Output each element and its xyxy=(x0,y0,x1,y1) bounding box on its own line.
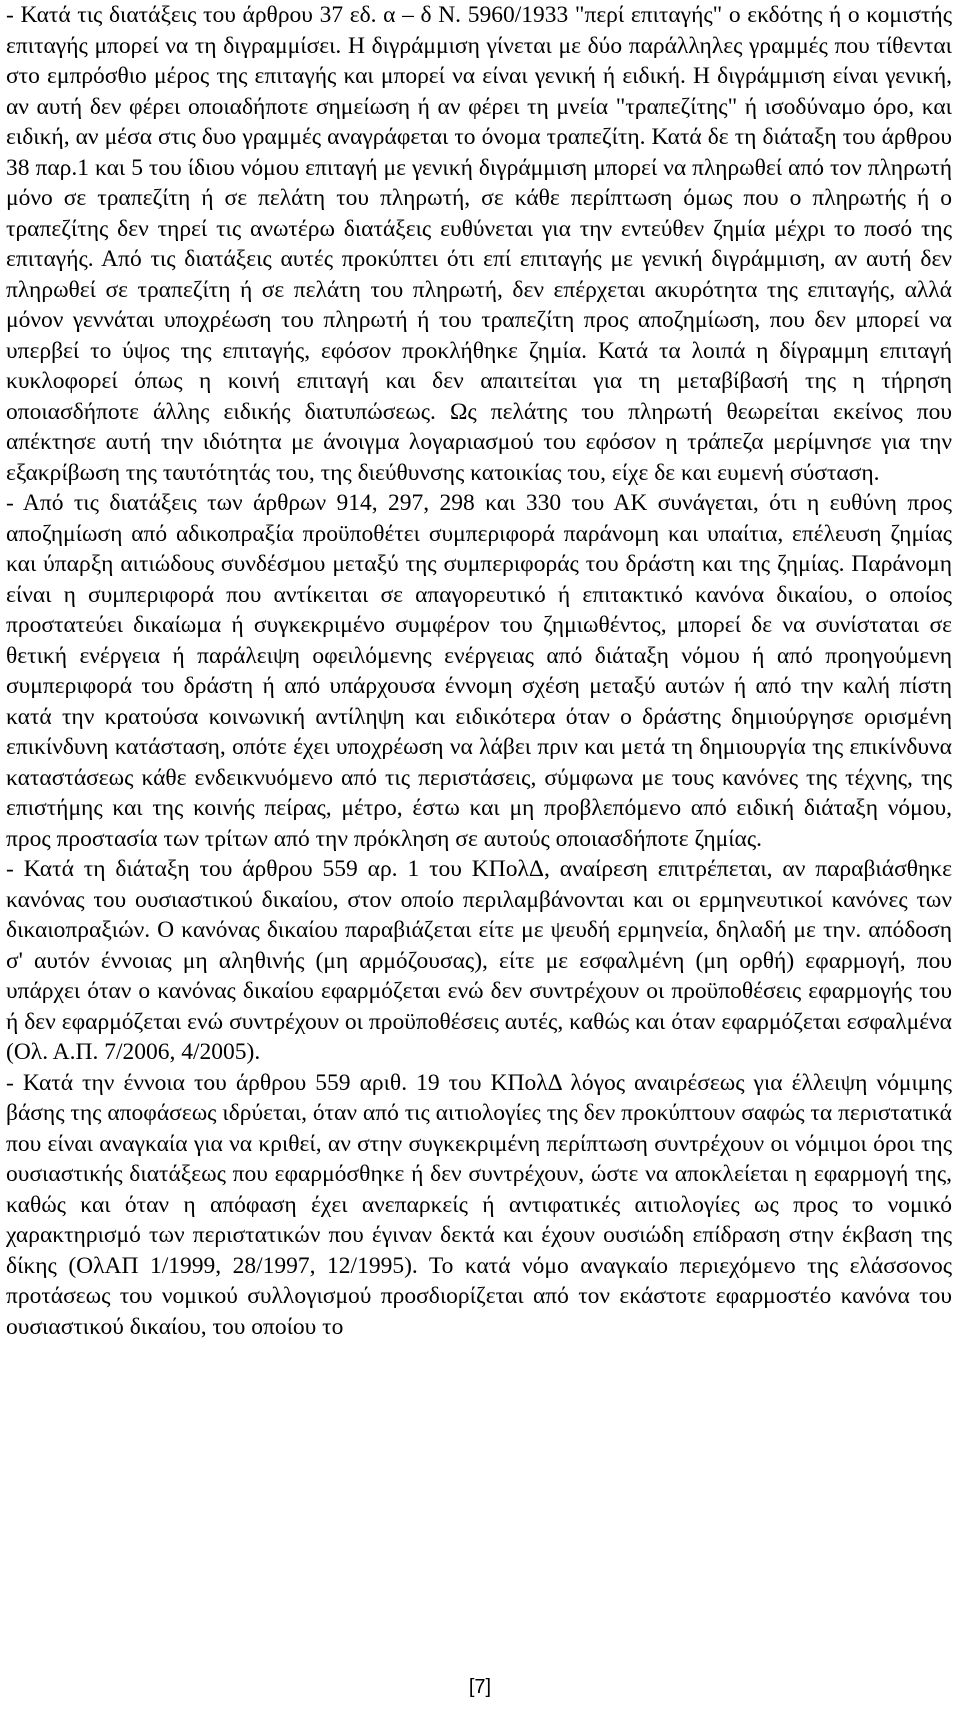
document-body xyxy=(6,0,952,1342)
paragraph-cassation-ground-1: - Κατά τη διάταξη του άρθρου 559 αρ. 1 του ΚΠολΔ, αναίρεση επιτρέπεται, αν παραβιάσθηκε κανόνας του ουσιαστικού δικαίου, στον οποίο περιλαμβάνονται και οι ερμηνευτικοί κανόνες των δικαιοπραξιών. Ο κανόνας δικαίου παραβιάζεται είτε με ψευδή ερμηνεία, δηλαδή με την. απόδοση σ' αυτόν έννοιας μη αληθινής (μη αρμόζουσας), είτε με εσφαλμένη (μη ορθή) εφαρμογή, που υπάρχει όταν ο κανόνας δικαίου εφαρμόζεται ενώ δεν συντρέχουν οι προϋποθέσεις εφαρμογής του ή δεν εφαρμόζεται ενώ συντρέχουν οι προϋποθέσεις αυτές, καθώς και όταν εφαρμόζεται εσφαλμένα (Ολ. Α.Π. 7/2006, 4/2005). xyxy=(6,856,952,1065)
paragraph-cassation-ground-19: - Κατά την έννοια του άρθρου 559 αριθ. 19 του ΚΠολΔ λόγος αναιρέσεως για έλλειψη νόμιμης βάσης της αποφάσεως ιδρύεται, όταν από τις αιτιολογίες της δεν προκύπτουν σαφώς τα περιστατικά που είναι αναγκαία για να κριθεί, αν στην συγκεκριμένη περίπτωση συντρέχουν οι νόμιμοι όροι της ουσιαστικής διατάξεως που εφαρμόσθηκε ή δεν συντρέχουν, ώστε να αποκλείεται η εφαρμογή της, καθώς και όταν η απόφαση έχει ανεπαρκείς ή αντιφατικές αιτιολογίες ως προς το νομικό χαρακτηρισμό των περιστατικών που έγιναν δεκτά και έχουν ουσιώδη επίδραση στην έκβαση της δίκης (ΟλΑΠ 1/1999, 28/1997, 12/1995). Το κατά νόμο αναγκαίο περιεχόμενο της ελάσσονος προτάσεως του νομικού συλλογισμού προσδιορίζεται από τον εκάστοτε εφαρμοστέο κανόνα του ουσιαστικού δικαίου, του οποίου το xyxy=(6,1069,952,1340)
paragraph-cheque-crossing: - Κατά τις διατάξεις του άρθρου 37 εδ. α – δ Ν. 5960/1933 "περί επιταγής" ο εκδότης ή ο κομιστής επιταγής μπορεί να τη διγραμμίσει. Η διγράμμιση γίνεται με δύο παράλληλες γραμμές που τίθενται στο εμπρόσθιο μέρος της επιταγής και μπορεί να είναι γενική ή ειδική. Η διγράμμιση είναι γενική, αν αυτή δεν φέρει οποιαδήποτε σημείωση ή αν φέρει τη μνεία "τραπεζίτης" ή ισοδύναμο όρο, και ειδική, αν μέσα στις δυο γραμμές αναγράφεται το όνομα τραπεζίτη. Κατά δε τη διάταξη του άρθρου 38 παρ.1 και 5 του ίδιου νόμου επιταγή με γενική διγράμμιση μπορεί να πληρωθεί από τον πληρωτή μόνο σε τραπεζίτη ή σε πελάτη του πληρωτή, σε κάθε περίπτωση όμως που ο πληρωτής ή ο τραπεζίτης δεν τηρεί τις ανωτέρω διατάξεις ευθύνεται για την εντεύθεν ζημία μέχρι το ποσό της επιταγής. Από τις διατάξεις αυτές προκύπτει ότι επί επιταγής με γενική διγράμμιση, αν αυτή δεν πληρωθεί σε τραπεζίτη ή σε πελάτη του πληρωτή, δεν επέρχεται ακυρότητα της επιταγής, αλλά μόνον γεννάται υποχρέωση του πληρωτή ή του τραπεζίτη προς αποζημίωση, που δεν μπορεί να υπερβεί το ύψος της επιταγής, εφόσον προκλήθηκε ζημία. Κατά τα λοιπά η δίγραμμη επιταγή κυκλοφορεί όπως η κοινή επιταγή και δεν απαιτείται για τη μεταβίβασή της η τήρηση οποιασδήποτε άλλης ειδικής διατυπώσεως. Ως πελάτης του πληρωτή θεωρείται εκείνος που απέκτησε αυτή την ιδιότητα με άνοιγμα λογαριασμού του εφόσον η τράπεζα μερίμνησε για την εξακρίβωση της ταυτότητάς του, της διεύθυνσης κατοικίας του, είχε δε και ευμενή σύσταση. xyxy=(6,2,952,486)
page-number: [7] xyxy=(468,1676,492,1698)
paragraph-tort-liability: - Από τις διατάξεις των άρθρων 914, 297, 298 και 330 του ΑΚ συνάγεται, ότι η ευθύνη προς αποζημίωση από αδικοπραξία προϋποθέτει συμπεριφορά παράνομη και υπαίτια, επέλευση ζημίας και ύπαρξη αιτιώδους συνδέσμου μεταξύ της συμπεριφοράς του δράστη και της ζημίας. Παράνομη είναι η συμπεριφορά που αντίκειται σε απαγορευτικό ή επιτακτικό κανόνα δικαίου, ο οποίος προστατεύει δικαίωμα ή συγκεκριμένο συμφέρον του ζημιωθέντος, μπορεί δε να συνίσταται σε θετική ενέργεια ή παράλειψη οφειλόμενης ενέργειας από διάταξη νόμου ή από προηγούμενη συμπεριφορά του δράστη ή από υπάρχουσα έννομη σχέση μεταξύ αυτών ή από την καλή πίστη κατά την κρατούσα κοινωνική αντίληψη και ειδικότερα όταν ο δράστης δημιούργησε ορισμένη επικίνδυνη κατάσταση, οπότε έχει υποχρέωση να λάβει πριν και μετά τη δημιουργία της επικίνδυνα καταστάσεως κάθε ενδεικνυόμενο από τις περιστάσεις, σύμφωνα με τους κανόνες της τέχνης, της επιστήμης και της κοινής πείρας, μέτρο, έστω και μη προβλεπόμενο από ειδική διάταξη νόμου, προς προστασία των τρίτων από την πρόκληση σε αυτούς οποιασδήποτε ζημίας. xyxy=(6,490,952,852)
